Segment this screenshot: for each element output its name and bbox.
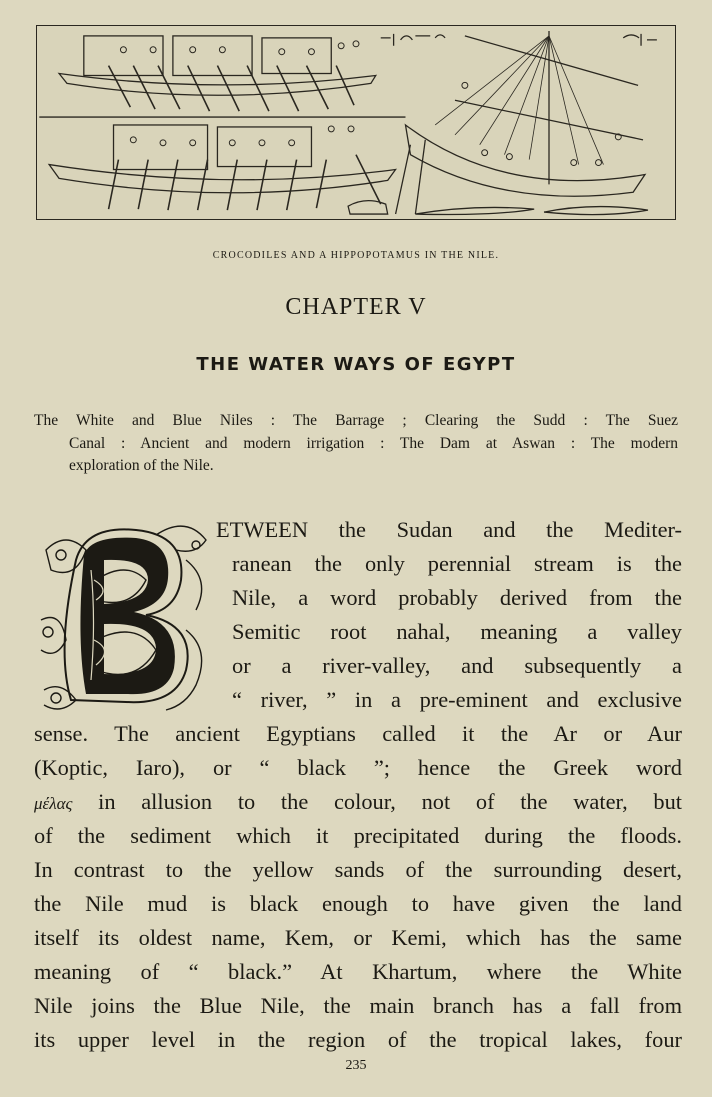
- chapter-number: CHAPTER V: [285, 294, 427, 320]
- text-fragment: in allusion to the colour, not of the water, but: [98, 789, 682, 814]
- text-line: itself its oldest name, Kem, or Kemi, which has the same: [34, 925, 682, 950]
- ornamental-b-letter: [36, 520, 216, 715]
- summary-line: Canal : Ancient and modern irrigation : The Dam at Aswan : The modern: [69, 434, 678, 452]
- text-line: of the sediment which it precipitated during the floods.: [34, 823, 682, 848]
- nile-boats-illustration: [36, 25, 676, 220]
- text-line: (Koptic, Iaro), or “ black ”; hence the Greek word: [34, 755, 682, 780]
- chapter-title: THE WATER WAYS OF EGYPT: [196, 354, 516, 375]
- text-line-with-greek: [34, 786, 682, 818]
- text-line: its upper level in the region of the tropical lakes, four: [34, 1027, 682, 1052]
- page-number: 235: [345, 1058, 367, 1073]
- text-line: Nile, a word probably derived from the: [232, 585, 682, 610]
- text-line: “ river, ” in a pre-eminent and exclusive: [232, 687, 682, 712]
- boats-engraving: [37, 26, 675, 219]
- summary-line: The White and Blue Niles : The Barrage ; Clearing the Sudd : The Suez: [34, 412, 678, 429]
- text-line: Semitic root nahal, meaning a valley: [232, 619, 682, 644]
- illustration-caption: CROCODILES AND A HIPPOPOTAMUS IN THE NILE.: [212, 250, 500, 261]
- text-line: or a river-valley, and subsequently a: [232, 653, 682, 678]
- text-line: Nile joins the Blue Nile, the main branch has a fall from: [34, 993, 682, 1018]
- chapter-summary: [34, 410, 678, 478]
- text-line: meaning of “ black.” At Khartum, where the White: [34, 959, 682, 984]
- summary-line: exploration of the Nile.: [69, 457, 214, 474]
- text-line: ETWEEN the Sudan and the Mediter-: [216, 517, 682, 542]
- text-line: the Nile mud is black enough to have given the land: [34, 891, 682, 916]
- text-line: In contrast to the yellow sands of the surrounding desert,: [34, 857, 682, 882]
- decorated-initial: [36, 520, 216, 715]
- text-line: sense. The ancient Egyptians called it the Ar or Aur: [34, 721, 682, 746]
- greek-word: μέλας: [34, 794, 73, 813]
- text-line: ranean the only perennial stream is the: [232, 551, 682, 576]
